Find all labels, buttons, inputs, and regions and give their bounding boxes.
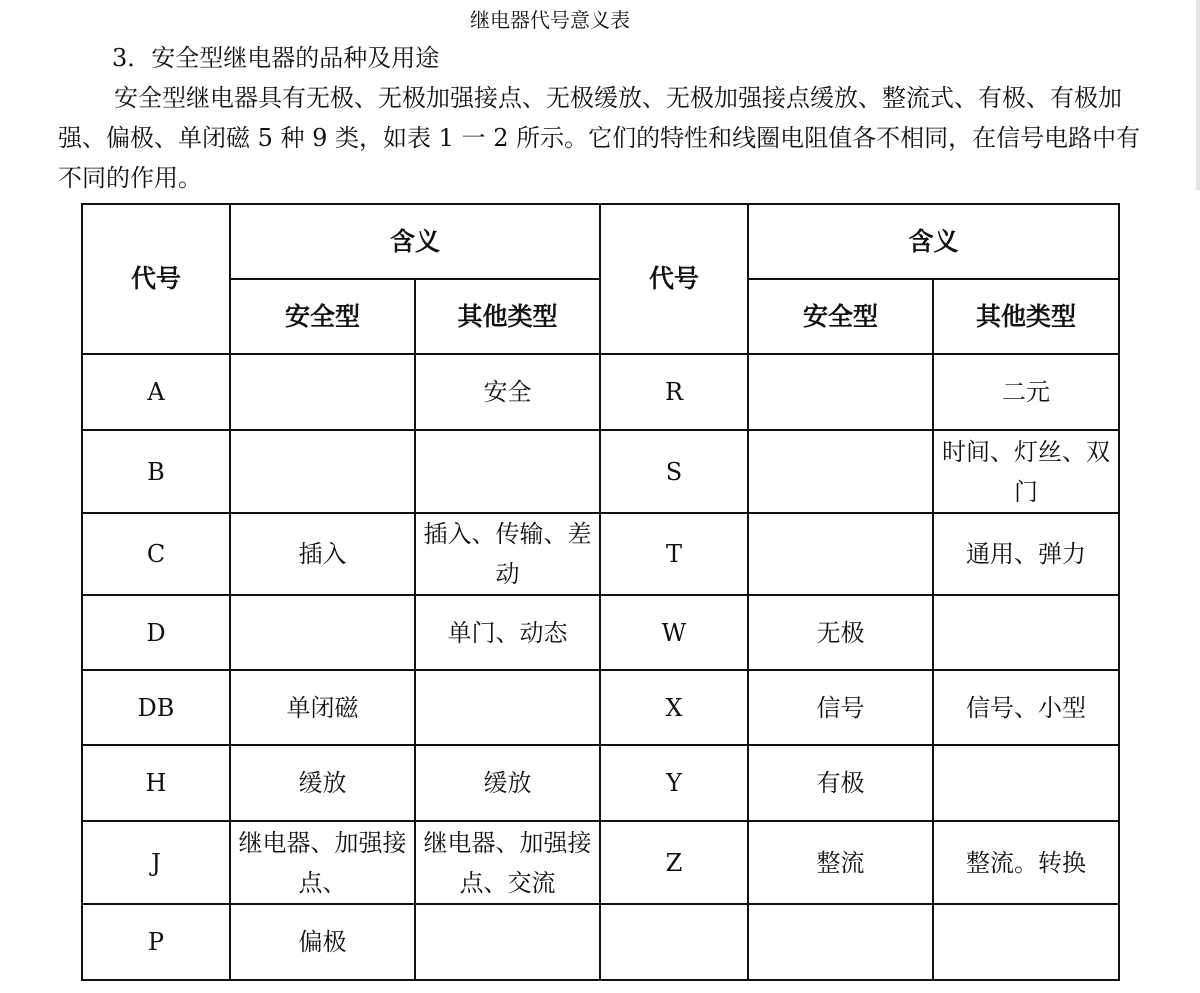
cell-safety-type-left [230,430,415,513]
cell-code-left: H [82,745,230,821]
cell-other-types-right: 时间、灯丝、双门 [933,430,1119,513]
cell-safety-type-left [230,595,415,670]
header-code-right: 代号 [600,204,748,354]
cell-safety-type-left: 继电器、加强接点、 [230,821,415,904]
cell-safety-type-right [748,354,933,430]
table-row [82,595,1119,670]
cell-code-right: Z [600,821,748,904]
cell-safety-type-left: 偏极 [230,904,415,980]
cell-other-types-right: 通用、弹力 [933,513,1119,595]
body-paragraph: 安全型继电器具有无极、无极加强接点、无极缓放、无极加强接点缓放、整流式、有极、有极加强、偏极、单闭磁 5 种 9 类，如表 1 一 2 所示。它们的特性和线圈电阻值各不相同，在信号电路中有不同的作用。 [58,84,1141,192]
cell-code-left: B [82,430,230,513]
cell-code-right: W [600,595,748,670]
header-safety-type-left: 安全型 [230,279,415,354]
cell-code-right: Y [600,745,748,821]
cell-code-left: C [82,513,230,595]
cell-safety-type-left: 缓放 [230,745,415,821]
cell-safety-type-right [748,513,933,595]
section-heading: 3．安全型继电器的品种及用途 [112,44,440,72]
cell-safety-type-right [748,904,933,980]
cell-other-types-left: 安全 [415,354,600,430]
table-row [82,354,1119,430]
cell-other-types-left: 插入、传输、差动 [415,513,600,595]
cell-safety-type-right: 整流 [748,821,933,904]
cell-other-types-left [415,904,600,980]
table-row [82,904,1119,980]
page-edge-shadow [1196,0,1200,190]
cell-other-types-left: 继电器、加强接点、交流 [415,821,600,904]
table-row [82,745,1119,821]
cell-other-types-right [933,745,1119,821]
cell-code-left: DB [82,670,230,745]
cell-other-types-right: 二元 [933,354,1119,430]
header-meaning-left: 含义 [230,204,600,279]
cell-other-types-left: 缓放 [415,745,600,821]
header-meaning-right: 含义 [748,204,1119,279]
table-row [82,430,1119,513]
header-code-left: 代号 [82,204,230,354]
cell-safety-type-left: 单闭磁 [230,670,415,745]
page-title: 继电器代号意义表 [470,8,630,32]
relay-code-table [81,203,1120,981]
cell-other-types-right [933,595,1119,670]
cell-code-right: R [600,354,748,430]
cell-code-right [600,904,748,980]
cell-safety-type-left [230,354,415,430]
header-other-types-right: 其他类型 [933,279,1119,354]
table-row [82,513,1119,595]
table-row [82,670,1119,745]
cell-code-left: J [82,821,230,904]
header-other-types-left: 其他类型 [415,279,600,354]
cell-other-types-right: 整流。转换 [933,821,1119,904]
header-safety-type-right: 安全型 [748,279,933,354]
cell-other-types-right: 信号、小型 [933,670,1119,745]
cell-other-types-left [415,670,600,745]
cell-other-types-left: 单门、动态 [415,595,600,670]
table-header-row [82,204,1119,279]
cell-code-left: A [82,354,230,430]
cell-code-left: D [82,595,230,670]
cell-safety-type-left: 插入 [230,513,415,595]
cell-safety-type-right: 信号 [748,670,933,745]
cell-other-types-right [933,904,1119,980]
table-row [82,821,1119,904]
cell-code-right: T [600,513,748,595]
cell-code-left: P [82,904,230,980]
cell-other-types-left [415,430,600,513]
cell-code-right: S [600,430,748,513]
cell-safety-type-right: 有极 [748,745,933,821]
cell-safety-type-right: 无极 [748,595,933,670]
cell-safety-type-right [748,430,933,513]
cell-code-right: X [600,670,748,745]
